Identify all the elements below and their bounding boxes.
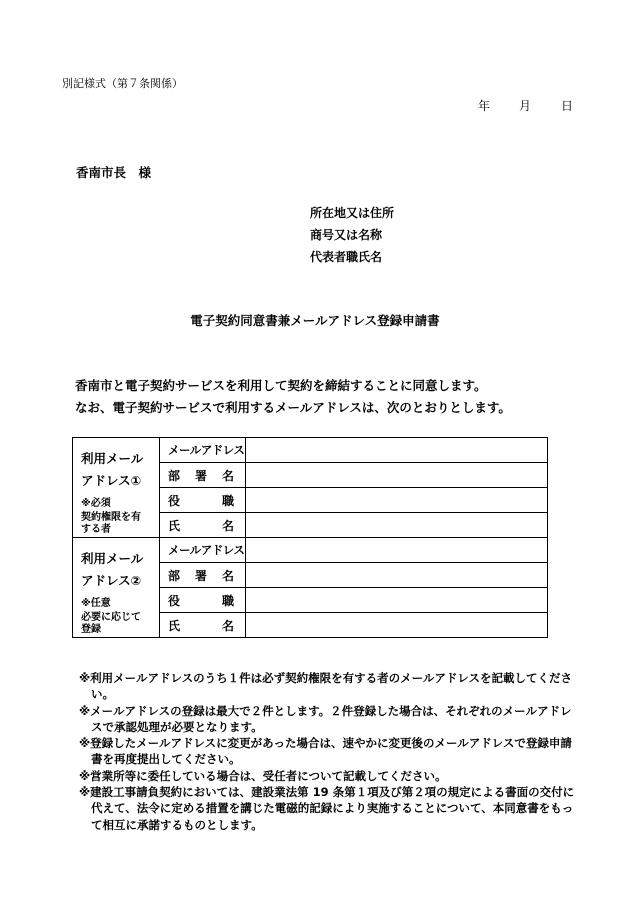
email-input-2[interactable] — [246, 538, 548, 563]
note-item: ※メールアドレスの登録は最大で２件とします。２件登録した場合は、それぞれのメールアドレスで承認処理が必要となります。 — [79, 703, 572, 734]
group-note: する者 — [81, 524, 111, 535]
group-title: アドレス① — [81, 473, 142, 488]
field-label-name: 氏 名 — [160, 613, 246, 638]
group-title: 利用メール — [81, 451, 144, 466]
name-input-2[interactable] — [246, 613, 548, 638]
position-input-2[interactable] — [246, 588, 548, 613]
note-item: ※営業所等に委任している場合は、受任者について記載してください。 — [79, 768, 447, 783]
note-item: ※登録したメールアドレスに変更があった場合は、速やかに変更後のメールアドレスで登録申請書を再度提出してください。 — [79, 736, 572, 767]
notes-list — [79, 670, 579, 833]
email-group-1 — [73, 438, 160, 538]
table-row — [73, 538, 548, 563]
field-label-email: メールアドレス — [160, 538, 246, 563]
group-note: ※任意 — [81, 598, 111, 609]
email-input-1[interactable] — [246, 438, 548, 463]
document-title: 電子契約同意書兼メールアドレス登録申請書 — [190, 313, 440, 328]
email-group-2 — [73, 538, 160, 638]
note-item: ※利用メールアドレスのうち１件は必ず契約権限を有する者のメールアドレスを記載してください。 — [79, 671, 573, 702]
field-label-department: 部 署 名 — [160, 563, 246, 588]
field-label-position: 役 職 — [160, 488, 246, 513]
consent-statement: 香南市と電子契約サービスを利用して契約を締結することに同意します。 — [75, 378, 487, 393]
email-statement: なお、電子契約サービスで利用するメールアドレスは、次のとおりとします。 — [75, 400, 511, 415]
field-label-department: 部 署 名 — [160, 463, 246, 488]
group-title: 利用メール — [81, 551, 144, 566]
group-title: アドレス② — [81, 573, 142, 588]
field-label-position: 役 職 — [160, 588, 246, 613]
applicant-representative-label: 代表者職氏名 — [310, 250, 383, 264]
group-note: 必要に応じて — [81, 612, 141, 623]
group-note: 登録 — [81, 624, 101, 635]
form-reference: 別記様式（第７条関係） — [62, 77, 183, 90]
name-input-1[interactable] — [246, 513, 548, 538]
date-day-label: 日 — [561, 99, 574, 113]
table-row — [73, 438, 548, 463]
field-label-email: メールアドレス — [160, 438, 246, 463]
field-label-name: 氏 名 — [160, 513, 246, 538]
group-note: 契約権限を有 — [81, 512, 141, 523]
department-input-1[interactable] — [246, 463, 548, 488]
department-input-2[interactable] — [246, 563, 548, 588]
note-item: ※建設工事請負契約においては、建設業法第 19 条第１項及び第２項の規定による書面の交付に代えて、法令に定める措置を講じた電磁的記録により実施することについて、本同意書をもって相互に承諾するものとします。 — [79, 785, 575, 832]
registration-table — [72, 437, 548, 638]
date-year-label: 年 — [478, 99, 491, 113]
group-note: ※必須 — [81, 498, 111, 509]
addressee: 香南市長 様 — [76, 165, 152, 180]
position-input-1[interactable] — [246, 488, 548, 513]
date-month-label: 月 — [519, 99, 532, 113]
applicant-address-label: 所在地又は住所 — [310, 206, 395, 220]
applicant-company-label: 商号又は名称 — [310, 228, 383, 242]
date-line — [478, 97, 573, 114]
